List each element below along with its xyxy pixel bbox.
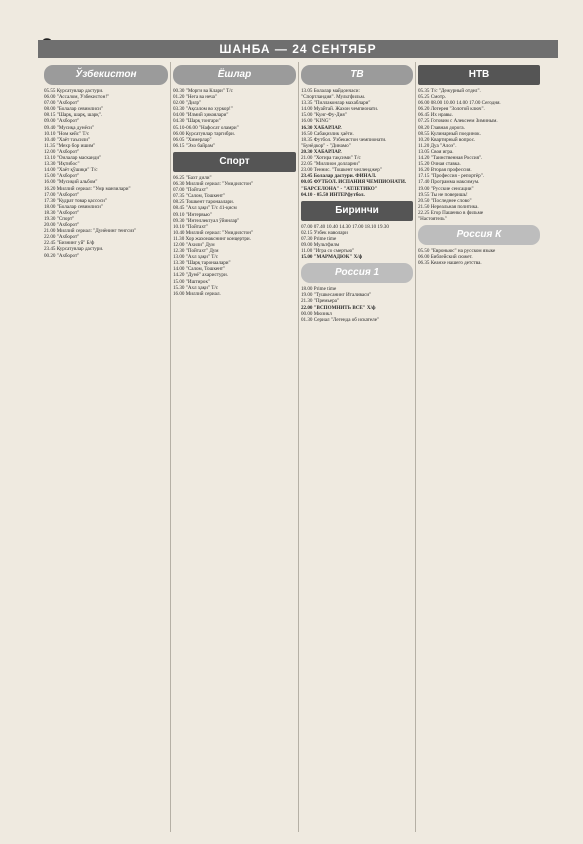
schedule-line: 22.05 "Миллион долларни" xyxy=(301,161,360,168)
schedule-line: 14.20 "Дунё" ахаристури. xyxy=(173,272,228,279)
schedule-line: 21.30 "Премьера" xyxy=(301,298,339,305)
schedule-line: 15.30 "Ахл ҳақи" Т/с xyxy=(173,284,219,291)
schedule-line: 10.10 "Пойтахт" xyxy=(173,223,209,230)
schedule-line: 09.30 "Интеллектуал ўйинлар" xyxy=(173,217,240,224)
schedule-line: 16.30 ХАБАРЛАР. xyxy=(301,124,342,131)
schedule-line: 05.55 Курсатувлар дастури. xyxy=(44,88,104,94)
schedule-line: 23.45 Болалар дастури. ФИНАЛ. xyxy=(301,173,377,180)
schedule-line: 16.20 Миллий сериал: "Умр манзилари" xyxy=(44,185,131,192)
schedule-line: 14.00 "Салом, Тошкент" xyxy=(173,266,226,273)
schedule-line: 19.00 "Тушкесанинг Италиваси" xyxy=(301,292,372,299)
schedule-line: 12.00 "Ахборот" xyxy=(44,148,80,155)
column-ntv xyxy=(418,62,540,837)
schedule-line: 19.55 Ты не поверишь! xyxy=(418,191,468,198)
schedule-line: 09.10 "Интервью" xyxy=(173,211,212,218)
schedule-line: 20.00 "Ахборот" xyxy=(44,222,80,229)
column-tv xyxy=(301,62,413,837)
channel-logo: Ёшлар xyxy=(173,65,296,85)
schedule-line: 05.50 "Евроньюс" на русском языке xyxy=(418,248,496,255)
schedule-line: 07.35 "Салом, Тошкент" xyxy=(173,193,226,200)
schedule-line: 11.00 "Игра со смертью" xyxy=(301,248,355,255)
schedule-line: 13.35 "Пиллаконлар махаблари" xyxy=(301,100,371,107)
schedule-line: 01.20 "Нега ва неча" xyxy=(173,94,218,101)
schedule-line: 04.10 - 05.50 ИНТЕРфутбол. xyxy=(301,191,365,198)
schedule-line: 20.50 "Последнее слово" xyxy=(418,197,472,204)
column-divider xyxy=(170,62,171,832)
schedule-line: 13.30 "Шарқ таронаалари" xyxy=(173,260,231,267)
schedule-line: 13.30 "Иқтибос" xyxy=(44,161,80,168)
schedule-line: 09.40 "Мусиқа дунёси" xyxy=(44,124,94,131)
schedule-line: 22.00 "ВСПОМНИТЬ ВСЁ" Х/ф xyxy=(301,304,376,311)
column-uzbekiston xyxy=(44,62,168,837)
column-divider xyxy=(415,62,416,832)
page-title: ШАНБА — 24 СЕНТЯБР xyxy=(38,40,558,58)
schedule-line: 05.10-06.00 "Нафосат оламри" xyxy=(173,124,239,131)
schedule-line: "Бунёдкор" - "Динамо" xyxy=(301,142,351,149)
schedule-line: "БАРСЕЛОНА" - "АТЛЕТИКО" xyxy=(301,185,378,192)
schedule-line: 22.45 "Бизнинг уй" Б/ф xyxy=(44,240,95,247)
schedule-line: 10.10 "Ном кейс" Т/с xyxy=(44,130,90,137)
schedule-line: 10.40 Миллий сериал: "Умидилстон" xyxy=(173,229,254,236)
channel-logo: НТВ xyxy=(418,65,540,85)
schedule-line: 02.15 Ўзбек наволари xyxy=(301,229,348,236)
schedule-line: 02.00 "Дилр" xyxy=(173,100,202,107)
schedule-line: 15.00 "Иштирок" xyxy=(173,278,211,285)
schedule-line: 18.00 Prime time xyxy=(301,286,337,293)
schedule-line: 14.20 "Таинственная Россия". xyxy=(418,155,483,162)
schedule-line: 06.45 Их нравы. xyxy=(418,112,453,119)
schedule-line: 16.20 Вторая профессия. xyxy=(418,167,472,174)
schedule-line: 23.00 Теннис. "Тошкент челленджер" xyxy=(301,167,382,174)
channel-logo: Ўзбекистон xyxy=(44,65,168,85)
schedule-line: 07.00 "Пойтахт" xyxy=(173,187,209,194)
schedule-line: 04.30 "Шарқ тонгари" xyxy=(173,118,221,125)
schedule-line: 13.00 "Ахл ҳақи" Т/с xyxy=(173,254,219,261)
schedule-line: 21.00 Миллий сериал: "Дунёнинг тенгсиз" xyxy=(44,228,137,235)
schedule-line: 15.20 Очная ставка. xyxy=(418,161,461,168)
schedule-line: 12.30 "Пойтахт" Дум xyxy=(173,248,219,255)
schedule-line: 05.35 Т/с "Дежурный отдел". xyxy=(418,88,481,94)
schedule-line: 19.30 "Спорт" xyxy=(44,215,75,222)
schedule-line: 15.00 "Ахборот" xyxy=(44,173,80,180)
schedule-line: 22.00 "Ахборот" xyxy=(44,234,80,241)
schedule-line: 16.00 "Мусиқий альбом" xyxy=(44,179,98,186)
schedule-line: 06.00 Курсатувлар таргибри. xyxy=(173,130,236,137)
schedule-line: 06.05 "Химерлар" xyxy=(173,136,212,143)
schedule-line: 21.00 "Хотира тақсими" Т/с xyxy=(301,155,361,162)
schedule-line: 10.40 "Хаёт таъсили" xyxy=(44,136,91,143)
schedule-line: 17.30 "Кудрат товар қассоси" xyxy=(44,197,107,204)
schedule-line: 17.40 Программа максимум. xyxy=(418,179,480,186)
schedule-line: 17.00 "Ахборот" xyxy=(44,191,80,198)
schedule-line: 16.00 Миллий сериал. xyxy=(173,290,221,297)
channel-logo: Россия К xyxy=(418,225,540,245)
schedule-line: 11.35 "Мехр бор ишим" xyxy=(44,142,96,149)
schedule-line: 16.00 "KING" xyxy=(301,118,331,125)
schedule-line: 23.45 Курсатувлар дастури. xyxy=(44,246,104,253)
schedule-line: 22.25 Егор Пашенко в фильме xyxy=(418,209,484,216)
schedule-line: 05.25 Смотр. xyxy=(418,94,446,101)
schedule-line: 07.25 Готовим с Алексеем Зиминым. xyxy=(418,118,498,125)
schedule-line: 17.15 "Профессия - репортёр". xyxy=(418,173,485,180)
schedule-line: 15.00 "МАРМАДЮК" Х/ф xyxy=(301,254,363,261)
schedule-line: 06.35 Кеанхе нашего детства. xyxy=(418,260,482,267)
channel-logo: Биринчи xyxy=(301,201,413,221)
schedule-line: 21.50 Нереальная политика. xyxy=(418,203,479,210)
schedule-line: 00.05 ФУТБОЛ. ИСПАНИЯ ЧЕМПИОНАТИ. xyxy=(301,179,407,186)
schedule-line: 03.30 "Ақсалом во хуркор!" xyxy=(173,106,233,113)
channel-logo: Россия 1 xyxy=(301,263,413,283)
schedule-line: 09.00 "Ахборот" xyxy=(44,118,80,125)
schedule-line: 15.00 "Кунг-Фу-Дия" xyxy=(301,112,347,119)
schedule-line: 06.00 "Ассалом, Ўзбекистон!" xyxy=(44,94,110,101)
schedule-line: 06.15 "Эхо байрам" xyxy=(173,142,216,149)
schedule-line: 14.00 "Хаёт қўшиқи" Т/с xyxy=(44,167,98,174)
schedule-line: 11.20 Дуа "Алоэ". xyxy=(418,142,457,149)
schedule-line: 11.30 Хор жахонакснинг концертри. xyxy=(173,235,251,242)
schedule-line: 13.05 Болалар майдончаси: xyxy=(301,88,360,94)
schedule-line: 01.30 Сериал "Легенда об искателе" xyxy=(301,316,380,323)
schedule-line: 09.00 Мультфилм xyxy=(301,241,340,248)
schedule-line: 08.00 "Болалар севимлиси" xyxy=(44,106,103,113)
schedule-line: 07.00 07.40 10.40 14.30 17.00 18.10 19.30 xyxy=(301,223,389,230)
column-divider xyxy=(298,62,299,832)
schedule-line: 00.20 "Ахборот" xyxy=(44,252,80,259)
schedule-line: 13.10 "Оилалар масканди" xyxy=(44,155,102,162)
schedule-line: 18.35 Футбол. Ўзбекистон чемпионати. xyxy=(301,136,387,143)
schedule-line: 08.45 "Ахл ҳақи" Т/с 41-қисм xyxy=(173,205,237,212)
schedule-line: 06.25 "Бахт дили" xyxy=(173,174,212,181)
schedule-line: 07.30 Prime time xyxy=(301,235,337,242)
schedule-line: 20.30 ХАБАРЛАР. xyxy=(301,148,342,155)
column-yoshlar xyxy=(173,62,296,837)
schedule-line: 08.25 Тошкент таронаалари. xyxy=(173,199,235,206)
schedule-line: 19.00 "Русские сенсации" xyxy=(418,185,474,192)
schedule-line: 14.00 Муайтай. Жахон чемпионати. xyxy=(301,106,379,113)
schedule-line: 18.30 "Ахборот" xyxy=(44,209,80,216)
schedule-line: 00.30 "Морги ва Клари" Т/с xyxy=(173,88,233,94)
schedule-line: 08.15 "Шарқ, шарқ, шарқ". xyxy=(44,112,103,119)
schedule-line: 18.00 "Болалар севимлиси" xyxy=(44,203,103,210)
schedule-line: "Спортландия". Мультфильм. xyxy=(301,94,366,101)
schedule-line: 10.20 Квартирный вопрос. xyxy=(418,136,476,143)
schedule-line: 08.55 Кулинарный поединок. xyxy=(418,130,481,137)
schedule-line: "Настоятель" xyxy=(418,215,447,222)
schedule-line: 08.20 Главная дорога. xyxy=(418,124,465,131)
schedule-line: 13.05 Своя игра. xyxy=(418,148,454,155)
schedule-line: 07.00 "Ахборот" xyxy=(44,100,80,107)
schedule-line: 06.00 08.00 10.00 14.00 17.00 Сегодня. xyxy=(418,100,501,107)
schedule-line: 06.20 Лотерея "Золотой ключ". xyxy=(418,106,485,113)
schedule-line: 12.00 "Ахили" Дум xyxy=(173,241,215,248)
schedule-line: 04.00 "Илмий ҳикоялари" xyxy=(173,112,229,119)
channel-logo: Спорт xyxy=(173,152,296,172)
schedule-line: 06.30 Миллий сериал: "Умидилстон" xyxy=(173,181,254,188)
schedule-line: 06.00 Библейский сюжет. xyxy=(418,254,473,261)
schedule-line: 00.00 Мюзикл xyxy=(301,310,332,317)
channel-logo: ТВ xyxy=(301,65,413,85)
schedule-line: 16.50 Сабақизлик ҳаёти. xyxy=(301,130,354,137)
